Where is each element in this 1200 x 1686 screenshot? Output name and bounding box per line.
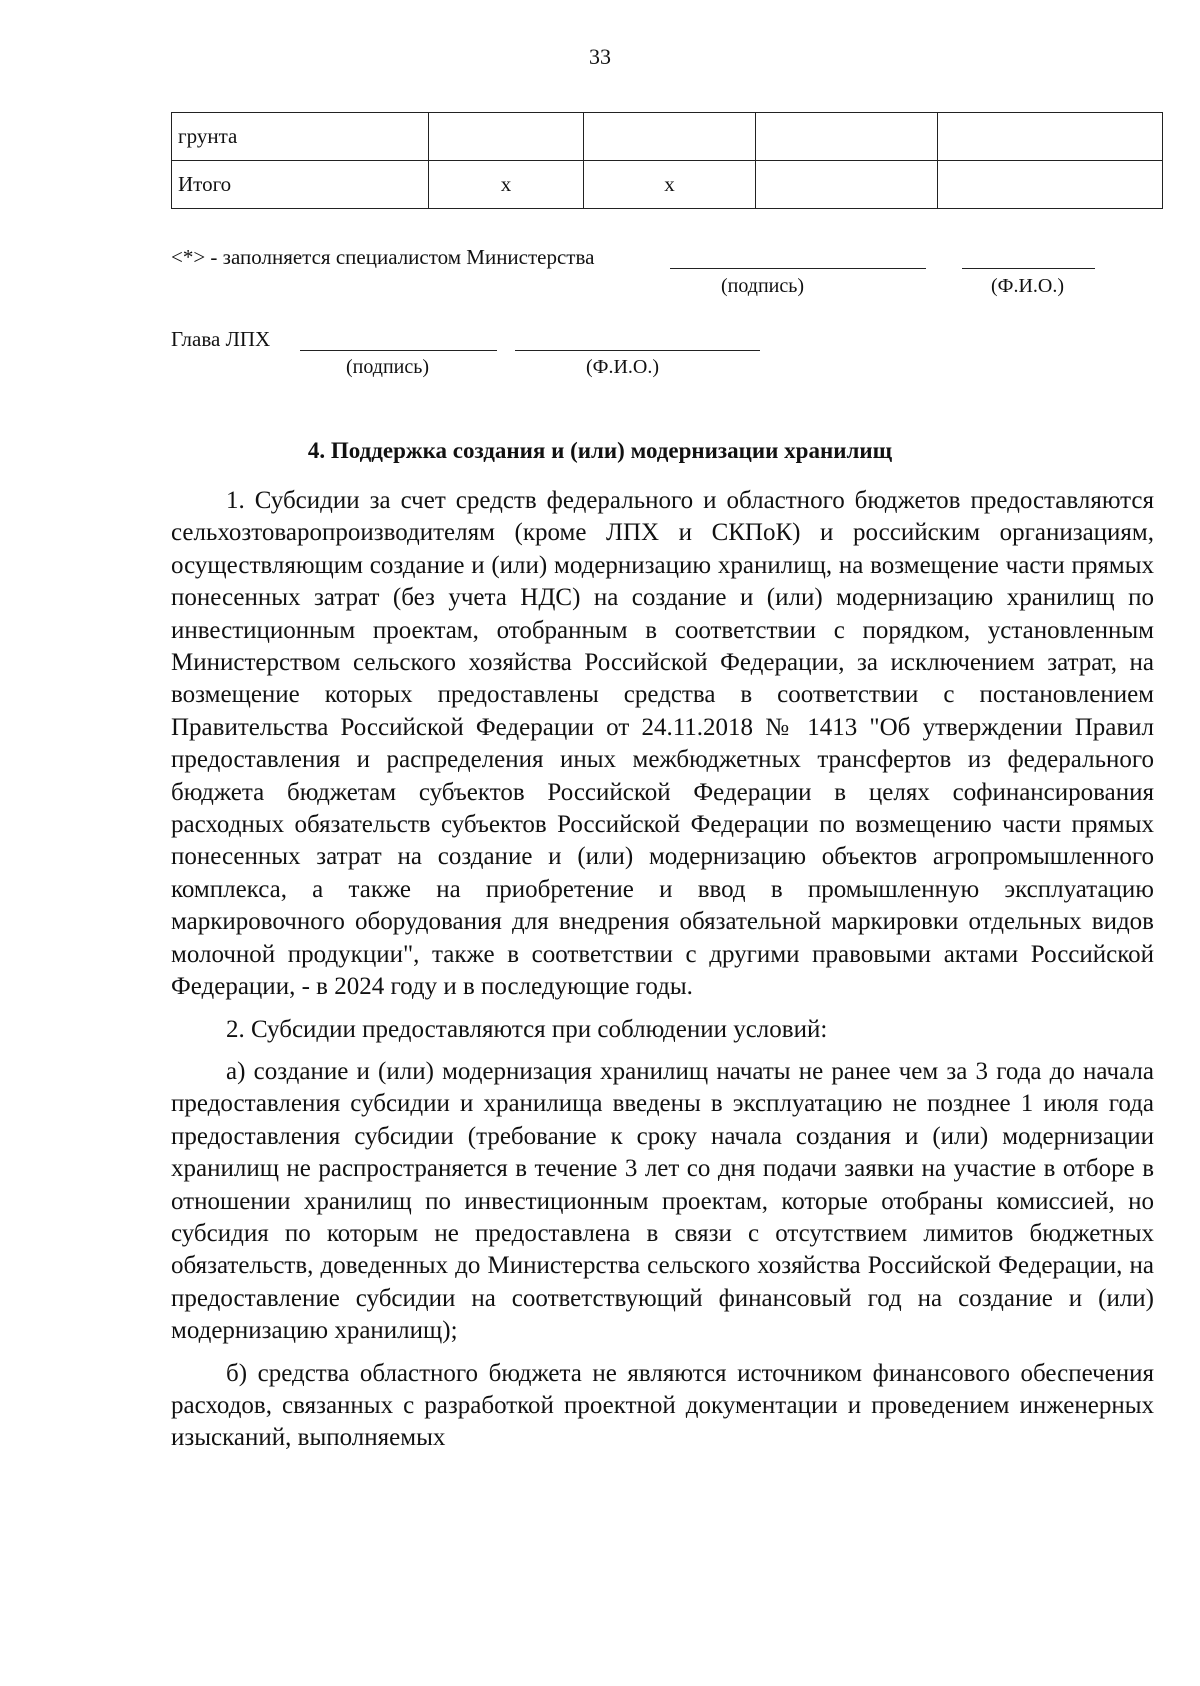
page-number: 33 bbox=[589, 44, 611, 69]
section-heading: 4. Поддержка создания и (или) модернизации хранилищ bbox=[307, 438, 893, 463]
table-cell: х bbox=[584, 161, 756, 209]
signature-caption: (подпись) bbox=[346, 356, 430, 378]
table-cell bbox=[938, 161, 1163, 209]
table-cell: Итого bbox=[172, 161, 429, 209]
table-row bbox=[172, 161, 1163, 209]
table-cell bbox=[429, 113, 584, 161]
table-cell: грунта bbox=[172, 113, 429, 161]
name-caption: (Ф.И.О.) bbox=[991, 275, 1065, 297]
signature-caption: (подпись) bbox=[721, 275, 805, 297]
paragraph: 1. Субсидии за счет средств федерального и областного бюджетов предоставляются сельхозтоваропроизводителям (кроме ЛПХ и СКПоК) и российским организациям, осуществляющим создание и (или) модернизацию хранилищ, на возмещение части прямых понесенных затрат (без учета НДС) на создание и (или) модернизацию хранилищ по инвестиционным проектам, отобранным в соответствии с порядком, установленным Министерством сельского хозяйства Российской Федерации, за исключением затрат, на возмещение которых предоставлены средства в соответствии с постановлением Правительства Российской Федерации от 24.11.2018 № 1413 "Об утверждении Правил предоставления и распределения иных межбюджетных трансфертов из федерального бюджета бюджетам субъектов Российской Федерации в целях софинансирования расходных обязательств субъектов Российской Федерации по возмещению части прямых понесенных затрат на создание и (или) модернизацию объектов агропромышленного комплекса, а также на приобретение и ввод в промышленную эксплуатацию маркировочного оборудования для внедрения обязательной маркировки отдельных видов молочной продукции", также в соответствии с другими правовыми актами Российской Федерации, - в 2024 году и в последующие годы. bbox=[171, 487, 1154, 1001]
section-body bbox=[171, 485, 1154, 1465]
name-line bbox=[515, 350, 760, 351]
table-cell bbox=[938, 113, 1163, 161]
signature-line bbox=[670, 268, 926, 269]
form-table bbox=[171, 112, 1163, 209]
table-row bbox=[172, 113, 1163, 161]
paragraph: 2. Субсидии предоставляются при соблюдении условий: bbox=[226, 1015, 828, 1043]
name-line bbox=[962, 268, 1095, 269]
name-caption: (Ф.И.О.) bbox=[586, 356, 660, 378]
table-cell: х bbox=[429, 161, 584, 209]
signature-line bbox=[300, 350, 497, 351]
table-cell bbox=[756, 113, 938, 161]
paragraph: б) средства областного бюджета не являются источником финансового обеспечения расходов, связанных с разработкой проектной документации и проведением инженерных изысканий, выполняемых bbox=[171, 1359, 1154, 1452]
table-cell bbox=[584, 113, 756, 161]
table-cell bbox=[756, 161, 938, 209]
ministry-note: <*> - заполняется специалистом Министерства bbox=[171, 245, 595, 269]
paragraph: а) создание и (или) модернизация хранилищ начаты не ранее чем за 3 года до начала предоставления субсидии и хранилища введены в эксплуатацию не позднее 1 июля года предоставления субсидии (требование к сроку начала создания и (или) модернизации хранилищ не распространяется в течение 3 лет со дня подачи заявки на участие в отборе в отношении хранилищ по инвестиционным проектам, которые отобраны комиссией, но субсидия по которым не предоставлена в связи с отсутствием лимитов бюджетных обязательств, доведенных до Министерства сельского хозяйства Российской Федерации, на предоставление субсидии на соответствующий финансовый год на создание и (или) модернизацию хранилищ); bbox=[171, 1057, 1154, 1345]
head-signature-label: Глава ЛПХ bbox=[171, 327, 271, 351]
